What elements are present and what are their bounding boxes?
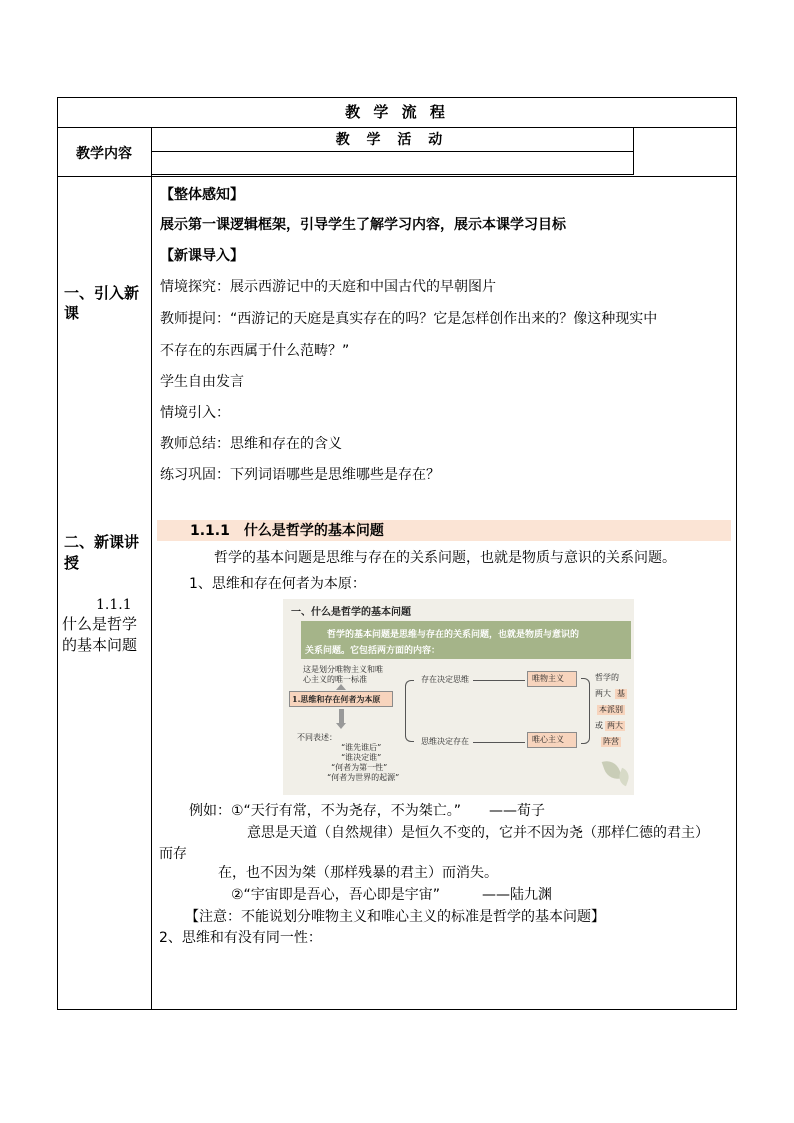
right-line2a: 两大: [595, 689, 611, 698]
left-sub-line2: 什么是哲学: [62, 615, 138, 633]
section-heading: 1.1.1 什么是哲学的基本问题: [190, 523, 384, 539]
banner-line2: 关系问题。它包括两方面的内容：: [305, 646, 441, 656]
header-divider: [57, 127, 737, 128]
arrow-line-2: [473, 742, 525, 743]
banner-line1: 哲学的基本问题是思维与存在的关系问题，也就是物质与意识的: [327, 630, 580, 640]
para-intro: 情境引入：: [160, 405, 230, 421]
table-bottom-border: [57, 1009, 737, 1010]
figure-title: 一、什么是哲学的基本问题: [291, 607, 411, 618]
example-1-meaning-a: 意思是天道（自然规律）是恒久不变的，它并不因为尧（那样仁德的君主）: [247, 825, 709, 841]
table-right-border: [736, 97, 737, 1010]
para-question-a: 教师提问：“西游记的天庭是真实存在的吗？它是怎样创作出来的？像这种现实中: [160, 311, 658, 327]
alt-label: 不同表述：: [297, 733, 337, 742]
para-situation: 情境探究：展示西游记中的天庭和中国古代的早朝图片: [160, 279, 496, 295]
branch-2: 思维决定存在: [421, 737, 469, 746]
left-sub-number: 1.1.1: [96, 597, 132, 613]
center-question-text: 1.思维和存在何者为本原: [292, 694, 381, 704]
up-arrow-icon: [336, 684, 346, 690]
para-practice: 练习巩固：下列词语哪些是思维哪些是存在？: [160, 467, 440, 483]
point-1: 1、思维和存在何者为本原：: [189, 576, 366, 592]
col2-header: 教 学 活 动: [335, 132, 449, 148]
table-left-border: [57, 97, 58, 1010]
note-line2: 心主义的唯一标准: [303, 675, 367, 684]
table-top-border: [57, 97, 737, 98]
right-line3: 本派别: [599, 705, 623, 714]
left-section2-line2: 授: [64, 554, 80, 572]
subheader-bottom: [57, 176, 737, 177]
result-idealism: 唯心主义: [532, 735, 564, 744]
point-2: 2、思维和有没有同一性：: [159, 930, 322, 946]
right-bracket: [581, 678, 590, 744]
header-right-divider: [633, 127, 634, 175]
result-materialism-box: [527, 671, 577, 687]
column-divider: [151, 127, 152, 1010]
example-2: ②“宇宙即是吾心，吾心即是宇宙” ——陆九渊: [231, 887, 553, 903]
alt-2: “谁决定谁”: [341, 753, 382, 762]
result-materialism: 唯物主义: [532, 674, 564, 683]
right-line4b: 两大: [607, 721, 623, 730]
left-section1-line2: 课: [64, 304, 80, 322]
example-1-meaning-b: 而存: [159, 846, 187, 862]
para-question-b: 不存在的东西属于什么范畴？”: [160, 343, 350, 359]
right-line2b: 基: [617, 689, 625, 698]
note: 【注意：不能说划分唯物主义和唯心主义的标准是哲学的基本问题】: [185, 909, 605, 925]
branch-1: 存在决定思维: [421, 675, 469, 684]
concept-diagram: [283, 599, 634, 795]
subheader-bottom-inner: [151, 174, 633, 175]
right-line1: 哲学的: [595, 673, 619, 682]
result-idealism-box: [527, 732, 577, 748]
col1-header: 教学内容: [76, 146, 132, 162]
left-section1-line1: 一、引入新: [64, 284, 140, 302]
table-title: 教 学 流 程: [345, 103, 449, 121]
right-line5: 阵营: [603, 737, 619, 746]
para-free-speech: 学生自由发言: [160, 374, 244, 390]
overall-text: 展示第一课逻辑框架，引导学生了解学习内容，展示本课学习目标: [160, 217, 566, 233]
left-section2-line1: 二、新课讲: [64, 533, 140, 551]
example-1: 例如：①“天行有常，不为尧存，不为桀亡。” ——荀子: [189, 803, 546, 819]
para-summary: 教师总结：思维和存在的含义: [160, 436, 342, 452]
right-line4a: 或: [595, 721, 603, 730]
example-1-meaning-c: 在，也不因为桀（那样残暴的君主）而消失。: [218, 865, 498, 881]
heading-new-lesson: 【新课导入】: [160, 248, 244, 264]
down-arrow-icon: [339, 709, 344, 723]
alt-3: “何者为第一性”: [331, 763, 388, 772]
basic-question-text: 哲学的基本问题是思维与存在的关系问题，也就是物质与意识的关系问题。: [214, 550, 676, 566]
activity-subheader-line: [151, 151, 633, 152]
heading-overall: 【整体感知】: [160, 187, 244, 203]
figure-banner: [301, 621, 631, 659]
down-arrow-head: [336, 723, 346, 729]
left-sub-line3: 的基本问题: [62, 636, 138, 654]
alt-4: “何者为世界的起源”: [327, 773, 400, 782]
alt-1: “谁先谁后”: [341, 743, 382, 752]
left-bracket: [405, 680, 414, 742]
note-line1: 这是划分唯物主义和唯: [303, 665, 383, 674]
arrow-line-1: [473, 680, 525, 681]
center-question-box: [289, 691, 393, 707]
